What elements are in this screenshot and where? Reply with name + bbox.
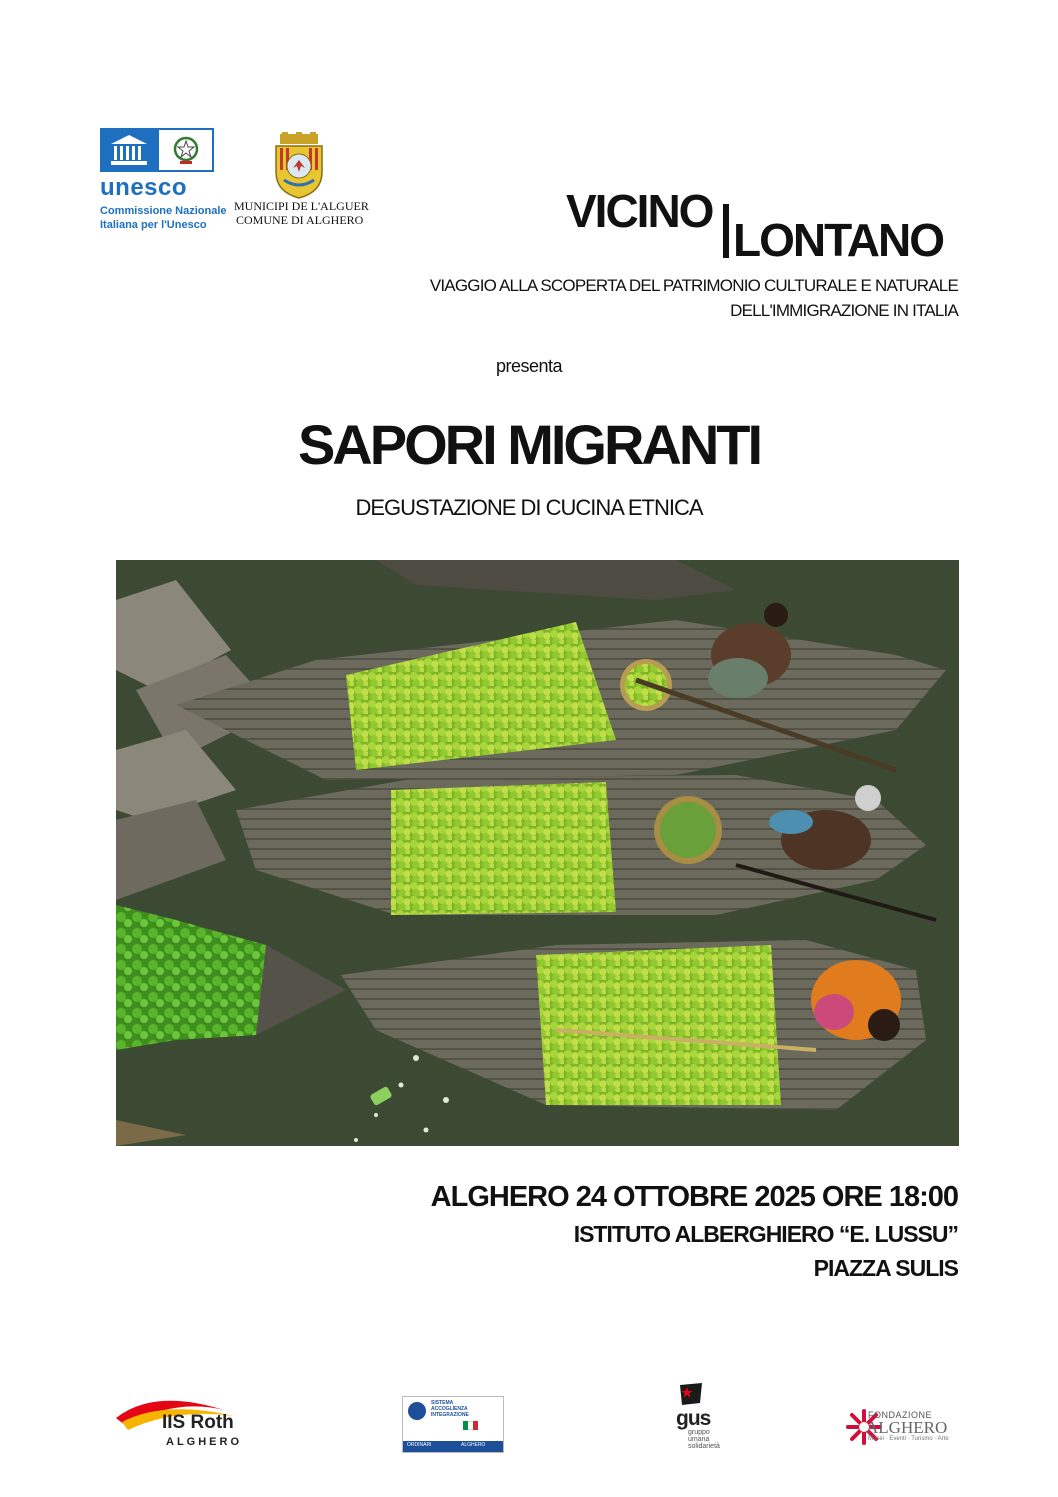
iis-roth-name: IIS Roth (162, 1412, 234, 1433)
gus-sub-line1: gruppo (688, 1429, 710, 1436)
event-title: SAPORI MIGRANTI (297, 413, 761, 476)
project-subtitle-line2: DELL'IMMIGRAZIONE IN ITALIA (730, 301, 958, 320)
event-venue: ISTITUTO ALBERGHIERO “E. LUSSU” (573, 1221, 958, 1247)
boats-with-fruit-photo (116, 560, 959, 1146)
alghero-crest-icon (266, 132, 332, 200)
italian-republic-emblem-icon (157, 128, 214, 172)
presents-label: presenta (495, 356, 563, 376)
gus-sub-line2: umana (688, 1436, 710, 1443)
fondazione-name: ALGHERO (866, 1418, 948, 1437)
sai-circle-icon (408, 1402, 426, 1420)
fondazione-tagline: Musei · Eventi · Turismo · Arte (868, 1436, 949, 1442)
unesco-commission-line2: Italiana per l'Unesco (100, 219, 207, 231)
event-square: PIAZZA SULIS (813, 1255, 958, 1281)
unesco-temple-icon (100, 128, 157, 172)
gus-wordmark: gus (676, 1407, 711, 1430)
unesco-logo (100, 128, 214, 172)
sai-line3: INTEGRAZIONE (431, 1412, 469, 1418)
municipality-line1: MUNICIPI DE L'ALGUER (234, 199, 369, 213)
municipality-line2: COMUNE DI ALGHERO (236, 213, 364, 227)
unesco-commission-line1: Commissione Nazionale (100, 205, 227, 217)
project-title-part2: LONTANO (733, 214, 944, 266)
sai-bottom-right: ALGHERO (461, 1442, 486, 1448)
sai-line1: SISTEMA (431, 1400, 454, 1406)
sai-logo (402, 1396, 504, 1453)
sai-line2: ACCOGLIENZA (431, 1406, 468, 1412)
title-divider-bar (723, 204, 729, 258)
event-subtitle: DEGUSTAZIONE DI CUCINA ETNICA (355, 495, 703, 520)
sai-bottom-left: ORDINARI (407, 1442, 432, 1448)
sai-bottom-bar (403, 1441, 503, 1452)
italian-flag-icon (463, 1421, 478, 1430)
gus-star-flag-icon (678, 1383, 704, 1405)
iis-roth-city: ALGHERO (166, 1436, 242, 1448)
unesco-wordmark: unesco (100, 174, 188, 201)
event-date-time: ALGHERO 24 OTTOBRE 2025 ORE 18:00 (430, 1181, 958, 1213)
fondazione-label: FONDAZIONE (868, 1410, 933, 1420)
project-title-part1: VICINO (566, 185, 713, 237)
gus-sub-line3: solidarietà (688, 1443, 720, 1450)
project-subtitle-line1: VIAGGIO ALLA SCOPERTA DEL PATRIMONIO CULTURALE E NATURALE (429, 276, 958, 295)
